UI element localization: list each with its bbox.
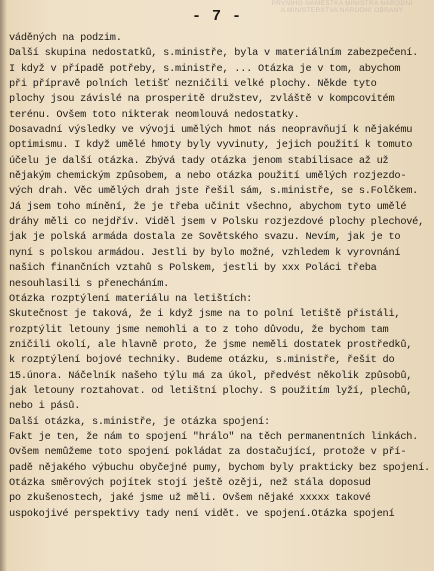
page-edge-shadow <box>0 0 7 571</box>
text-line: jak letouny roztahovat. od letištní plochy. S použitím lyží, plechů, <box>9 384 413 397</box>
text-line: účelu je další otázka. Zbývá tady otázka jenom stabilisace až už <box>9 154 389 167</box>
text-line: rozptýlit letouny jsme nemohli a to z toho důvodu, že bychom tam <box>9 323 389 336</box>
text-line: plochy jsou závislé na prosperitě družstev, zvláště v kompcovitém <box>9 93 395 106</box>
text-line: nějakým chemickým způsobem, a nebo otázka použití umělých rozjezdo- <box>9 170 407 183</box>
text-line: optimismu. I když umělé hmoty byly vyvinuty, jejich použití k tomuto <box>9 139 413 152</box>
text-line: 15.února. Náčelník našeho týlu má za úkol, předvést několik způsobů, <box>9 369 413 382</box>
text-line: k rozptýlení bojové techniky. Budeme otázku, s.ministře, řešit do <box>9 354 395 367</box>
typed-text-body <box>9 31 430 522</box>
text-line: I když v případě potřeby, s.ministře, ... Otázka je v tom, abychom <box>9 62 401 75</box>
text-line: zničili okolí, ale hlavně proto, že jsme neměli dostatek prostředků, <box>9 338 413 351</box>
page-number: - 7 - <box>191 8 242 25</box>
text-line: nebo i pásů. <box>9 400 81 413</box>
text-line: Já jsem toho mínění, že je třeba učinit všechno, abychom tyto umělé <box>9 200 407 213</box>
text-line: padě nějakého výbuchu obyčejné pumy, bychom byly prakticky bez spojení. <box>9 461 430 474</box>
text-line: vých drah. Věc umělých drah jste řešil sám, s.ministře, se s.Folčkem. <box>9 185 419 198</box>
text-line: nesouhlasili s přenecháním. <box>9 277 170 290</box>
stamp-line-1: PRVNÍHO NÁMĚSTKA MINISTRA NÁRODNÍ <box>271 0 413 7</box>
text-line: Otázka směrových pojítek stojí ještě ozěji, než stála doposud <box>9 476 371 489</box>
text-line: při přípravě polních letišť nezničili velké plochy. Někde tyto <box>9 78 377 91</box>
stamp-line-2: A MINISTERSTVA NÁRODNÍ OBRANY <box>280 7 404 14</box>
text-line: Další otázka, s.ministře, je otázka spojení: <box>9 415 270 428</box>
text-line: dráhy měli co nejdřív. Viděl jsem v Polsku rozjezdové plochy plechové, <box>9 216 425 229</box>
text-line: váděných na podzim. <box>9 32 122 44</box>
text-line: Další skupina nedostatků, s.ministře, byla v materiálním zabezpečení. <box>9 47 419 60</box>
text-line: po zkušenostech, jaké jsme už měli. Ovšem nějaké xxxxx takové <box>9 492 371 505</box>
text-line: našich finančních vztahů s Polskem, jestli by xxx Poláci třeba <box>9 262 377 275</box>
text-line: uspokojivé perspektivy tady není vidět. ve spojení.Otázka spojení <box>9 507 395 520</box>
text-line: jak je polská armáda dostala ze Sovětského svazu. Nevím, jak je to <box>9 231 401 244</box>
text-line: Skutečnost je taková, že i když jsme na to polní letiště přistáli, <box>9 308 401 321</box>
text-line: Ovšem nemůžeme toto spojení pokládat za dostačující, protože v pří- <box>9 446 407 459</box>
text-line: Otázka rozptýlení materiálu na letištích: <box>9 292 253 305</box>
text-line: nyní s polskou armádou. Jestli by bylo možné, vzhledem k vyrovnání <box>9 246 401 259</box>
text-line: terénu. Ovšem toto nikterak neomlouvá nedostatky. <box>9 108 300 121</box>
text-line: Dosavadní výsledky ve vývoji umělých hmot nás neopravňují k nějakému <box>9 124 413 137</box>
text-line: Fakt je ten, že nám to spojení "hrálo" na těch permanentních linkách. <box>9 430 419 443</box>
